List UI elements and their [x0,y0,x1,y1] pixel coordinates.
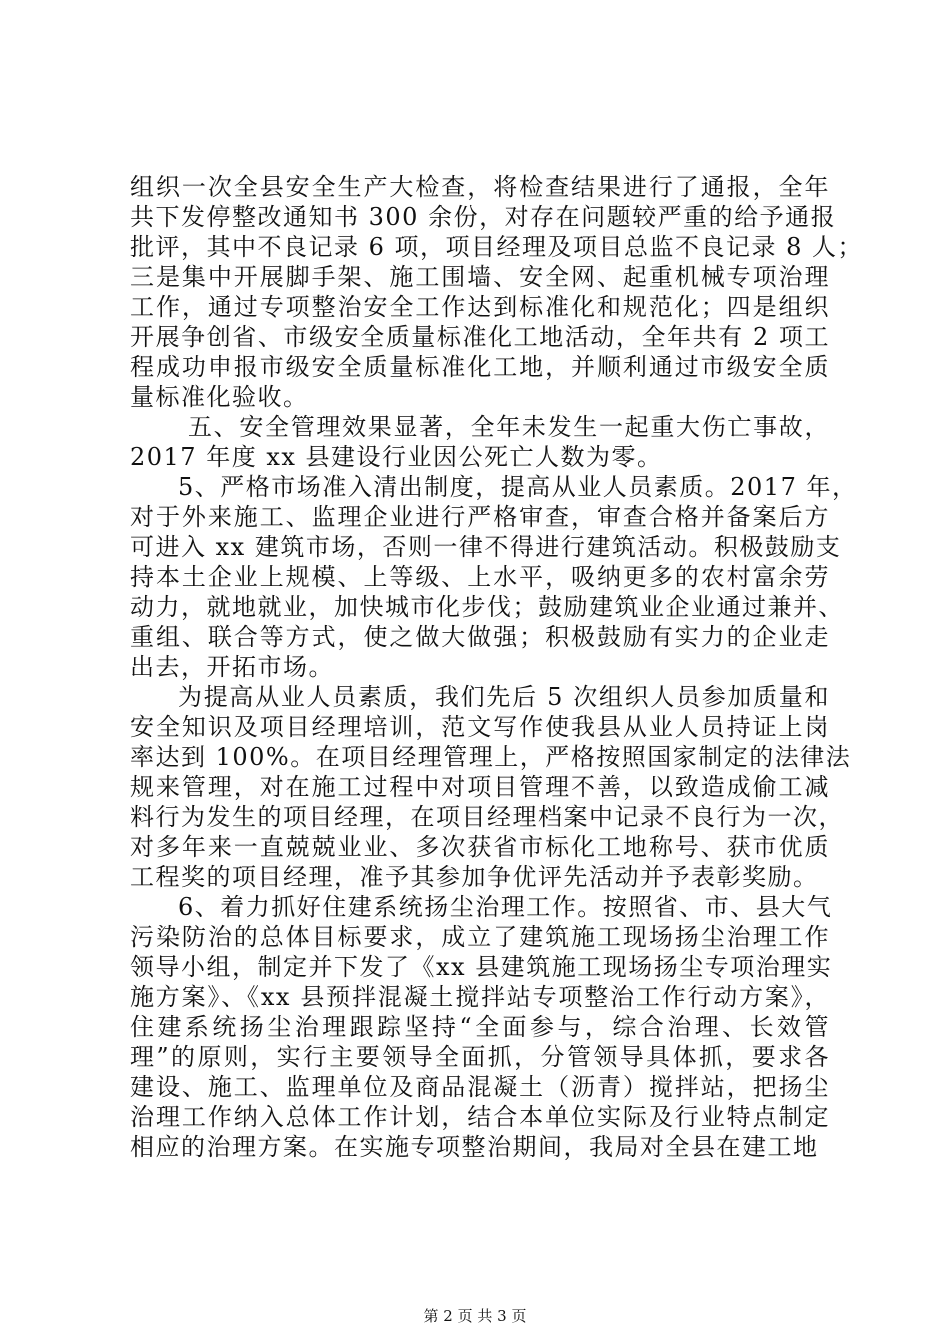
document-body [130,172,864,1162]
text-line: 5、严格市场准入清出制度，提高从业人员素质。2017 年， [178,473,858,501]
text-line: 对于外来施工、监理企业进行严格审查，审查合格并备案后方 [130,503,830,531]
text-line: 工作，通过专项整治安全工作达到标准化和规范化；四是组织 [130,293,830,321]
text-line: 理”的原则，实行主要领导全面抓，分管领导具体抓，要求各 [130,1043,830,1071]
paragraph-p3 [130,472,858,682]
paragraph-p2 [130,412,830,472]
text-line: 可进入 xx 建筑市场，否则一律不得进行建筑活动。积极鼓励支 [130,533,842,561]
text-line: 料行为发生的项目经理，在项目经理档案中记录不良行为一次， [130,803,844,831]
text-line: 住建系统扬尘治理跟踪坚持“全面参与，综合治理、长效管 [130,1013,830,1041]
paragraph-p5 [130,892,833,1162]
text-line: 程成功申报市级安全质量标准化工地，并顺利通过市级安全质 [130,353,830,381]
text-line: 建设、施工、监理单位及商品混凝土（沥青）搅拌站，把扬尘 [130,1073,830,1101]
text-line: 批评，其中不良记录 6 项，项目经理及项目总监不良记录 8 人； [130,233,864,261]
text-line: 重组、联合等方式，使之做大做强；积极鼓励有实力的企业走 [130,623,830,651]
text-line: 相应的治理方案。在实施专项整治期间，我局对全县在建工地 [130,1133,819,1161]
text-line: 动力，就地就业，加快城市化步伐；鼓励建筑业企业通过兼并、 [130,593,844,621]
text-line: 2017 年度 xx 县建设行业因公死亡人数为零。 [130,443,663,471]
paragraph-p4 [130,682,852,892]
text-line: 开展争创省、市级安全质量标准化工地活动，全年共有 2 项工 [130,323,830,351]
text-line: 规来管理，对在施工过程中对项目管理不善，以致造成偷工减 [130,773,830,801]
text-line: 6、着力抓好住建系统扬尘治理工作。按照省、市、县大气 [178,893,833,921]
text-line: 量标准化验收。 [130,383,309,411]
text-line: 出去，开拓市场。 [130,653,334,681]
page-number-footer: 第 2 页 共 3 页 [423,1307,527,1325]
text-line: 持本土企业上规模、上等级、上水平，吸纳更多的农村富余劳 [130,563,830,591]
paragraph-p1 [130,172,864,412]
text-line: 三是集中开展脚手架、施工围墙、安全网、起重机械专项治理 [130,263,830,291]
text-line: 为提高从业人员素质，我们先后 5 次组织人员参加质量和 [178,683,830,711]
text-line: 治理工作纳入总体工作计划，结合本单位实际及行业特点制定 [130,1103,830,1131]
text-line: 施方案》、《xx 县预拌混凝土搅拌站专项整治工作行动方案》， [130,983,830,1011]
text-line: 领导小组，制定并下发了《xx 县建筑施工现场扬尘专项治理实 [130,953,833,981]
text-line: 对多年来一直兢兢业业、多次获省市标化工地称号、获市优质 [130,833,830,861]
text-line: 率达到 100%。在项目经理管理上，严格按照国家制定的法律法 [130,743,852,771]
text-line: 共下发停整改通知书 300 余份，对存在问题较严重的给予通报 [130,203,837,231]
text-line: 五、安全管理效果显著，全年未发生一起重大伤亡事故， [188,413,830,441]
text-line: 组织一次全县安全生产大检查，将检查结果进行了通报，全年 [130,173,830,201]
text-line: 工程奖的项目经理，准予其参加争优评先活动并予表彰奖励。 [130,863,819,891]
text-line: 安全知识及项目经理培训，范文写作使我县从业人员持证上岗 [130,713,830,741]
text-line: 污染防治的总体目标要求，成立了建筑施工现场扬尘治理工作 [130,923,830,951]
